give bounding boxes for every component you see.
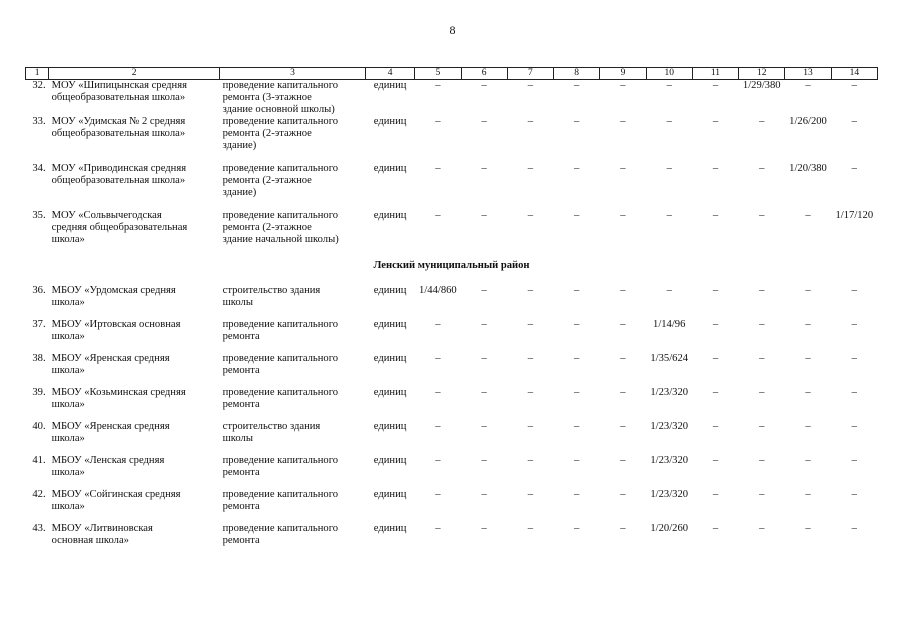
value-cell: 1/35/624 [650,353,689,364]
work-type: проведение капитального ремонта [222,319,339,342]
value-cell: – [712,455,719,466]
column-header: 13 [785,68,831,80]
program-table [25,67,878,557]
value-cell: 1/23/320 [650,455,689,466]
value-cell: – [527,353,534,364]
value-cell: – [851,353,857,364]
unit: единиц [373,455,407,466]
value-cell: – [759,285,765,296]
value-cell: – [481,455,487,466]
table-row [26,353,878,387]
value-cell: – [481,387,487,398]
value-cell: – [435,421,441,432]
value-cell: – [712,210,719,221]
value-cell: – [805,285,811,296]
value-cell: – [435,387,441,398]
value-cell: – [620,489,626,500]
value-cell: – [851,80,857,91]
value-cell: – [435,455,441,466]
value-cell: – [620,523,626,534]
row-number: 32. [32,80,46,91]
value-cell: – [620,421,626,432]
institution-name: МОУ «Сольвычегодская средняя общеобразовательная школа» [51,210,188,245]
value-cell: – [574,353,580,364]
value-cell: – [481,523,487,534]
value-cell: 1/23/320 [650,387,689,398]
column-header: 5 [415,68,461,80]
value-cell: – [851,489,857,500]
value-cell: – [435,523,441,534]
unit: единиц [373,163,407,174]
value-cell: – [805,210,811,221]
value-cell: – [759,387,765,398]
table-row [26,387,878,421]
value-cell: – [805,523,811,534]
value-cell: 1/20/260 [650,523,689,534]
institution-name: МБОУ «Литвиновская основная школа» [51,523,153,546]
column-number-row [26,68,878,80]
value-cell: – [481,80,487,91]
value-cell: – [527,116,534,127]
value-cell: – [666,163,672,174]
value-cell: – [666,80,672,91]
unit: единиц [373,523,407,534]
value-cell: 1/23/320 [650,421,689,432]
table-row [26,319,878,353]
value-cell: – [666,210,672,221]
value-cell: – [759,421,765,432]
value-cell: – [712,421,719,432]
value-cell: – [574,523,580,534]
institution-name: МБОУ «Яренская средняя школа» [51,421,170,444]
table-row [26,489,878,523]
institution-name: МБОУ «Козьминская средняя школа» [51,387,186,410]
row-number: 42. [32,489,46,500]
value-cell: – [805,489,811,500]
table-row [26,421,878,455]
section-title: Ленский муниципальный район [373,260,530,271]
value-cell: – [527,455,534,466]
value-cell: – [712,319,719,330]
institution-name: МОУ «Удимская № 2 средняя общеобразовательная школа» [51,116,186,139]
unit: единиц [373,353,407,364]
value-cell: – [481,353,487,364]
value-cell: – [712,353,719,364]
value-cell: – [435,319,441,330]
value-cell: – [620,285,626,296]
column-header: 11 [692,68,738,80]
column-header: 7 [507,68,553,80]
value-cell: – [574,210,580,221]
work-type: проведение капитального ремонта [222,387,339,410]
value-cell: – [527,523,534,534]
value-cell: 1/14/96 [653,319,686,330]
value-cell: – [851,523,857,534]
value-cell: – [759,319,765,330]
value-cell: – [759,116,765,127]
row-number: 40. [32,421,46,432]
column-header: 9 [600,68,646,80]
work-type: проведение капитального ремонта (2-этажное здание) [222,163,339,198]
row-number: 33. [32,116,46,127]
value-cell: – [759,489,765,500]
value-cell: 1/44/860 [419,285,457,296]
table-row [26,285,878,319]
unit: единиц [373,80,407,91]
institution-name: МОУ «Приводинская средняя общеобразовательная школа» [51,163,187,186]
value-cell: – [574,80,580,91]
column-header: 14 [831,68,877,80]
work-type: строительство здания школы [222,285,321,308]
row-number: 38. [32,353,46,364]
value-cell: – [759,455,765,466]
unit: единиц [373,116,407,127]
table-row [26,116,878,163]
value-cell: – [435,353,441,364]
value-cell: – [805,455,811,466]
value-cell: – [620,210,626,221]
value-cell: – [759,210,765,221]
value-cell: – [435,163,441,174]
value-cell: – [574,387,580,398]
work-type: строительство здания школы [222,421,321,444]
table-row [26,523,878,557]
unit: единиц [373,285,407,296]
value-cell: – [481,421,487,432]
work-type: проведение капитального ремонта [222,523,339,546]
value-cell: – [435,116,441,127]
row-number: 41. [32,455,46,466]
value-cell: – [851,319,857,330]
table-row [26,163,878,210]
value-cell: – [620,319,626,330]
value-cell: – [805,387,811,398]
value-cell: – [759,523,765,534]
value-cell: 1/20/380 [789,163,827,174]
work-type: проведение капитального ремонта (2-этажное здание начальной школы) [222,210,339,245]
value-cell: – [435,489,441,500]
value-cell: – [574,489,580,500]
value-cell: – [759,353,765,364]
value-cell: – [712,387,719,398]
work-type: проведение капитального ремонта [222,489,339,512]
value-cell: – [851,285,857,296]
unit: единиц [373,489,407,500]
column-header: 4 [365,68,414,80]
value-cell: – [712,80,719,91]
value-cell: – [481,163,487,174]
value-cell: 1/17/120 [835,210,874,221]
table-row [26,455,878,489]
value-cell: – [851,163,857,174]
column-header: 10 [646,68,692,80]
value-cell: – [666,116,672,127]
institution-name: МБОУ «Сойгинская средняя школа» [51,489,181,512]
column-header: 3 [220,68,366,80]
work-type: проведение капитального ремонта [222,353,339,376]
institution-name: МБОУ «Яренская средняя школа» [51,353,170,376]
value-cell: – [574,421,580,432]
value-cell: 1/29/380 [742,80,781,91]
row-number: 39. [32,387,46,398]
value-cell: – [620,387,626,398]
column-header: 8 [554,68,600,80]
unit: единиц [373,210,407,221]
value-cell: – [527,285,534,296]
row-number: 37. [32,319,46,330]
institution-name: МБОУ «Иртовская основная школа» [51,319,181,342]
value-cell: – [851,455,857,466]
table-row [26,210,878,257]
value-cell: – [527,319,534,330]
value-cell: – [527,80,534,91]
unit: единиц [373,387,407,398]
value-cell: – [805,353,811,364]
value-cell: – [620,80,626,91]
column-header: 6 [461,68,507,80]
value-cell: – [574,319,580,330]
value-cell: – [435,210,441,221]
value-cell: – [481,116,487,127]
value-cell: – [712,489,719,500]
value-cell: – [712,523,719,534]
value-cell: – [805,421,811,432]
page-number: 8 [449,23,456,37]
work-type: проведение капитального ремонта (3-этажное здание основной школы) [222,80,339,115]
value-cell: – [481,319,487,330]
value-cell: – [527,387,534,398]
value-cell: – [712,285,719,296]
value-cell: – [574,455,580,466]
value-cell: – [527,163,534,174]
value-cell: – [712,163,719,174]
row-number: 36. [32,285,46,296]
section-row [26,257,878,285]
table-row [26,80,878,117]
value-cell: – [851,421,857,432]
value-cell: – [435,80,441,91]
value-cell: – [481,285,487,296]
value-cell: – [805,319,811,330]
row-number: 34. [32,163,46,174]
value-cell: – [574,285,580,296]
value-cell: – [527,489,534,500]
column-header: 1 [26,68,49,80]
value-cell: – [527,421,534,432]
value-cell: – [712,116,719,127]
unit: единиц [373,319,407,330]
value-cell: – [851,387,857,398]
value-cell: – [574,163,580,174]
value-cell: – [851,116,857,127]
unit: единиц [373,421,407,432]
value-cell: – [666,285,672,296]
institution-name: МБОУ «Ленская средняя школа» [51,455,165,478]
work-type: проведение капитального ремонта [222,455,339,478]
value-cell: 1/23/320 [650,489,689,500]
value-cell: – [620,353,626,364]
institution-name: МБОУ «Урдомская средняя школа» [51,285,176,308]
value-cell: – [759,163,765,174]
row-number: 43. [32,523,46,534]
row-number: 35. [32,210,46,221]
institution-name: МОУ «Шипицынская средняя общеобразовательная школа» [51,80,187,103]
value-cell: – [805,80,811,91]
value-cell: – [481,210,487,221]
value-cell: – [620,116,626,127]
value-cell: – [574,116,580,127]
work-type: проведение капитального ремонта (2-этажное здание) [222,116,339,151]
value-cell: – [620,163,626,174]
value-cell: – [527,210,534,221]
value-cell: – [481,489,487,500]
value-cell: – [620,455,626,466]
value-cell: 1/26/200 [789,116,827,127]
column-header: 2 [49,68,220,80]
column-header: 12 [739,68,785,80]
